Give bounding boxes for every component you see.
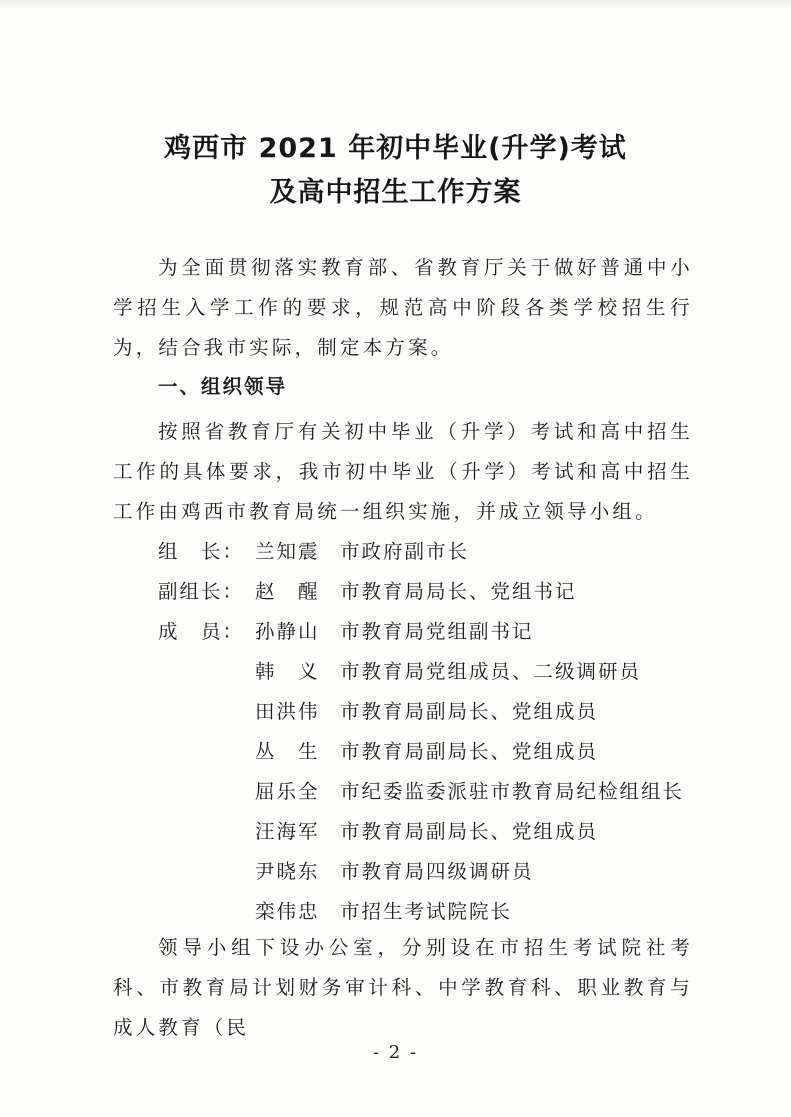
member-name: 屈乐全 [255,780,320,803]
member-position: 市招生考试院院长 [340,900,513,923]
member-row [158,732,718,772]
member-position: 市教育局副局长、党组成员 [340,700,599,723]
member-name: 丛 生 [255,740,320,763]
member-name: 孙静山 [255,620,320,643]
member-name: 汪海军 [255,820,320,843]
member-position: 市教育局党组成员、二级调研员 [340,660,642,683]
member-name: 尹晓东 [255,860,320,883]
member-position: 市教育局副局长、党组成员 [340,740,599,763]
member-role: 副组长： [158,580,245,603]
member-row [158,652,718,692]
member-position: 市教育局局长、党组书记 [340,580,577,603]
member-role: 组 长： [158,540,245,563]
member-row [158,612,718,652]
member-row [158,892,718,932]
member-row [158,772,718,812]
member-name: 栾伟忠 [255,900,320,923]
member-role: 成 员： [158,620,245,643]
closing-paragraph: 领导小组下设办公室，分别设在市招生考试院社考科、市教育局计划财务审计科、中学教育科、职业教育与成人教育（民 [113,936,693,1039]
intro-paragraph: 为全面贯彻落实教育部、省教育厅关于做好普通中小学招生入学工作的要求，规范高中阶段各类学校招生行为，结合我市实际，制定本方案。 [113,256,693,359]
document-title-line1: 鸡西市 2021 年初中毕业(升学)考试 [164,133,627,164]
leadership-member-list [158,532,718,932]
member-name: 田洪伟 [255,700,320,723]
member-row [158,852,718,892]
member-row [158,572,718,612]
scan-edge-shadow [0,0,791,10]
member-position: 市纪委监委派驻市教育局纪检组组长 [340,780,685,803]
member-name: 赵 醒 [255,580,320,603]
member-row [158,532,718,572]
member-position: 市政府副市长 [340,540,470,563]
member-row [158,812,718,852]
section-heading: 一、组织领导 [158,375,288,398]
document-title-line2: 及高中招生工作方案 [269,177,522,208]
member-name: 韩 义 [255,660,320,683]
section-body-paragraph: 按照省教育厅有关初中毕业（升学）考试和高中招生工作的具体要求，我市初中毕业（升学）考试和高中招生工作由鸡西市教育局统一组织实施，并成立领导小组。 [113,420,693,523]
member-position: 市教育局四级调研员 [340,860,534,883]
member-position: 市教育局党组副书记 [340,620,534,643]
member-name: 兰知震 [255,540,320,563]
page-number: - 2 - [372,1042,419,1063]
member-position: 市教育局副局长、党组成员 [340,820,599,843]
member-row [158,692,718,732]
